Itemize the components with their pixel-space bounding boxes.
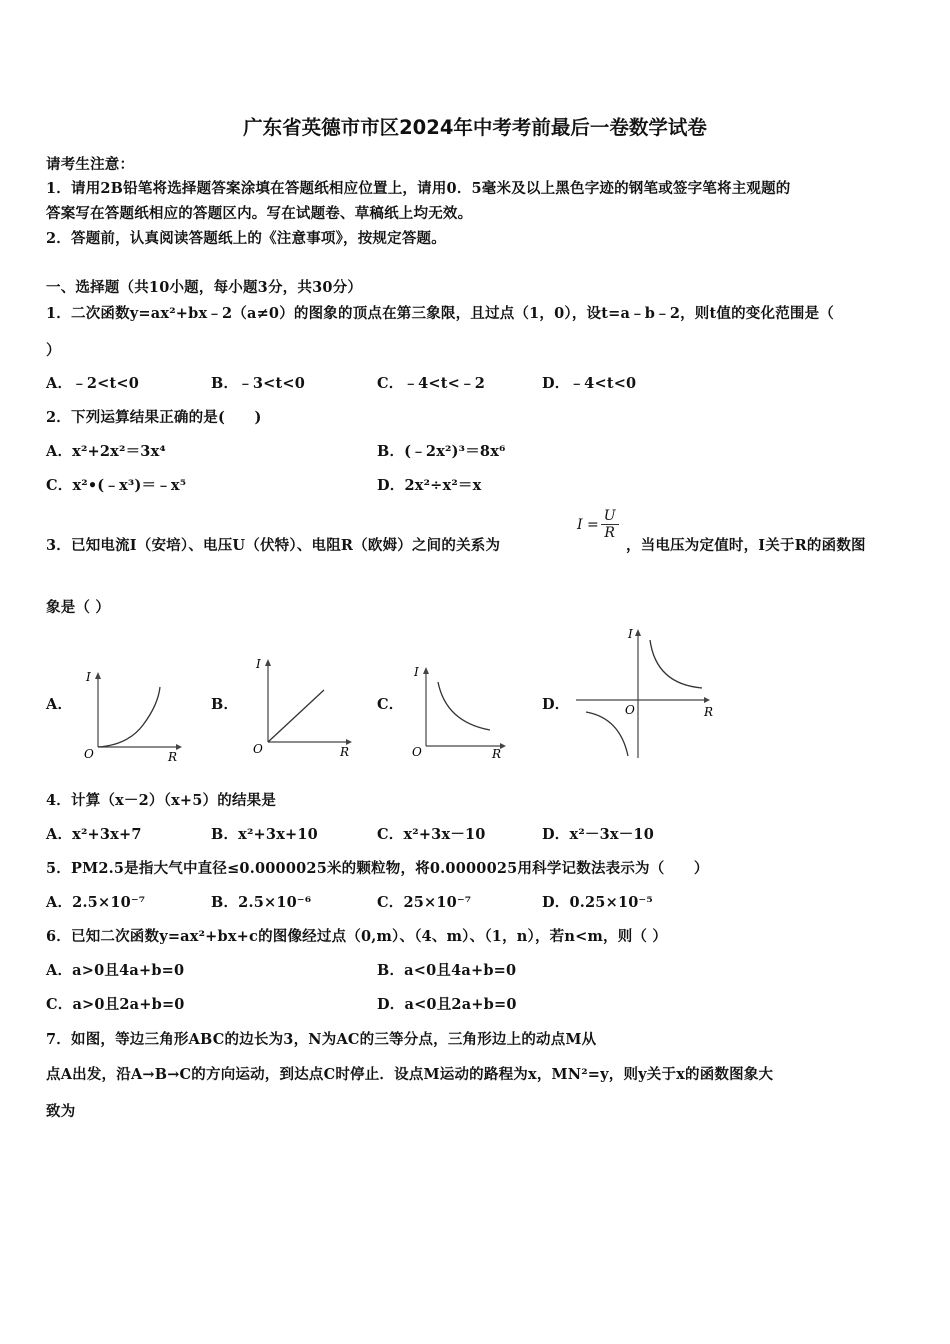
section-heading: 一、选择题（共10小题，每小题3分，共30分） xyxy=(46,279,363,296)
axis-label-i: I xyxy=(256,657,261,671)
q2-option-b: B．(﹣2x²)³＝8x⁶ xyxy=(377,443,506,460)
q2-option-c: C．x²•(﹣x³)＝﹣x⁵ xyxy=(46,477,187,494)
question-1-continuation: ） xyxy=(46,342,61,359)
q4-option-b: B．x²+3x+10 xyxy=(211,826,318,843)
y-axis-arrow xyxy=(95,672,101,679)
q5-option-c: C．25×10⁻⁷ xyxy=(377,894,472,911)
q5-option-a: A．2.5×10⁻⁷ xyxy=(46,894,146,911)
origin-label: O xyxy=(253,742,263,756)
question-7-line-2: 点A出发，沿A→B→C的方向运动，到达点C时停止．设点M运动的路程为x，MN²=y，则y关于x的函数图象大 xyxy=(46,1066,774,1083)
q3-option-b: B． xyxy=(211,696,239,713)
x-axis-arrow xyxy=(704,697,710,703)
q2-option-a: A．x²+2x²＝3x⁴ xyxy=(46,443,166,460)
notice-line-3: 2．答题前，认真阅读答题纸上的《注意事项》，按规定答题。 xyxy=(46,230,446,247)
notice-line-1: 1．请用2B铅笔将选择题答案涂填在答题纸相应位置上，请用0．5毫米及以上黑色字迹的钢笔或签字笔将主观题的 xyxy=(46,180,791,197)
question-7-line-3: 致为 xyxy=(46,1103,76,1120)
axis-label-i: I xyxy=(628,627,633,641)
question-3-continuation: 象是（ ） xyxy=(46,599,111,616)
formula-fraction xyxy=(601,508,619,541)
q3-graph-c xyxy=(408,660,518,765)
q3-option-a: A． xyxy=(46,696,73,713)
curve-third-quadrant xyxy=(586,712,628,756)
axis-label-i: I xyxy=(414,665,419,679)
axis-label-r: R xyxy=(704,705,714,719)
q6-option-d: D．a<0且2a+b=0 xyxy=(377,996,517,1013)
q4-option-d: D．x²－3x－10 xyxy=(542,826,654,843)
q5-option-d: D．0.25×10⁻⁵ xyxy=(542,894,653,911)
q3-option-c: C． xyxy=(377,696,404,713)
q3-graph-d xyxy=(570,622,720,762)
notice-heading: 请考生注意： xyxy=(46,156,135,173)
axis-label-r: R xyxy=(340,745,350,759)
y-axis-arrow xyxy=(423,667,429,674)
origin-label: O xyxy=(412,745,422,759)
line xyxy=(268,690,324,742)
question-6-text: 6．已知二次函数y=ax²+bx+c的图像经过点（0,m）、（4、m）、（1，n），若n<m，则（ ） xyxy=(46,928,668,945)
q5-option-b: B．2.5×10⁻⁶ xyxy=(211,894,312,911)
y-axis-arrow xyxy=(635,629,641,636)
curve xyxy=(98,687,160,747)
question-2-text: 2．下列运算结果正确的是( ) xyxy=(46,409,262,426)
ohm-formula xyxy=(577,508,621,541)
formula-numerator: U xyxy=(601,508,619,525)
curve-first-quadrant xyxy=(650,640,702,688)
question-4-text: 4．计算（x－2）（x+5）的结果是 xyxy=(46,792,277,809)
question-3-text-pre: 3．已知电流I（安培）、电压U（伏特）、电阻R（欧姆）之间的关系为 xyxy=(46,537,501,554)
q3-option-d: D． xyxy=(542,696,570,713)
q3-graph-b xyxy=(248,652,358,762)
q3-graph-a xyxy=(78,665,188,765)
origin-label: O xyxy=(84,747,94,761)
q1-option-d: D．﹣4<t<0 xyxy=(542,375,637,392)
q4-option-c: C．x²+3x－10 xyxy=(377,826,486,843)
q6-option-c: C．a>0且2a+b=0 xyxy=(46,996,185,1013)
q6-option-a: A．a>0且4a+b=0 xyxy=(46,962,185,979)
axis-label-r: R xyxy=(168,750,178,764)
q2-option-d: D．2x²÷x²＝x xyxy=(377,477,482,494)
q1-option-b: B．﹣3<t<0 xyxy=(211,375,306,392)
origin-label: O xyxy=(625,703,635,717)
q6-option-b: B．a<0且4a+b=0 xyxy=(377,962,517,979)
formula-denominator: R xyxy=(604,525,615,541)
axis-label-i: I xyxy=(86,670,91,684)
question-5-text: 5．PM2.5是指大气中直径≤0.0000025米的颗粒物，将0.0000025用科学记数法表示为（ ） xyxy=(46,860,709,877)
axis-label-r: R xyxy=(492,747,502,761)
question-1-text: 1．二次函数y=ax²+bx﹣2（a≠0）的图象的顶点在第三象限，且过点（1，0），设t=a﹣b﹣2，则t值的变化范围是（ xyxy=(46,305,835,322)
q4-option-a: A．x²+3x+7 xyxy=(46,826,142,843)
y-axis-arrow xyxy=(265,659,271,666)
page-title: 广东省英德市市区2024年中考考前最后一卷数学试卷 xyxy=(243,116,707,139)
q1-option-c: C．﹣4<t<﹣2 xyxy=(377,375,486,392)
formula-lhs: I = xyxy=(577,516,599,533)
question-3-text-post: ，当电压为定值时，I关于R的函数图 xyxy=(626,537,866,554)
notice-line-2: 答案写在答题纸相应的答题区内。写在试题卷、草稿纸上均无效。 xyxy=(46,205,473,222)
q1-option-a: A．﹣2<t<0 xyxy=(46,375,140,392)
curve xyxy=(438,682,490,730)
question-7-line-1: 7．如图，等边三角形ABC的边长为3，N为AC的三等分点，三角形边上的动点M从 xyxy=(46,1031,597,1048)
